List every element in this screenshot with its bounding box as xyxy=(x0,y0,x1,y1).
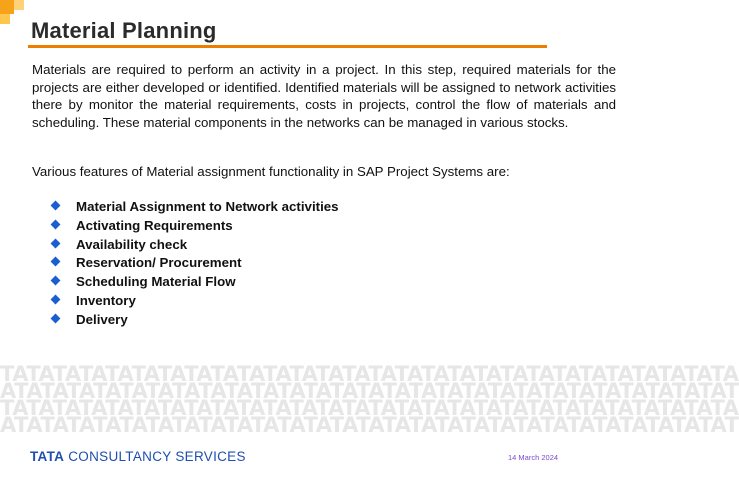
blue-diamond-icon xyxy=(51,257,61,267)
orange-squares-logo-icon xyxy=(0,0,26,26)
bullet-label: Inventory xyxy=(76,292,136,308)
bullet-label: Activating Requirements xyxy=(76,217,233,233)
logo-strong: TATA xyxy=(30,449,65,464)
features-intro: Various features of Material assignment functionality in SAP Project Systems are: xyxy=(32,164,510,179)
footer-date: 14 March 2024 xyxy=(508,453,559,462)
slide-title: Material Planning xyxy=(31,18,217,43)
bullet-label: Scheduling Material Flow xyxy=(76,274,236,290)
description-paragraph: Materials are required to perform an activity in a project. In this step, required materials for the projects are either developed or identified. Identified materials will be assigned to network activities there by monitor the material requirements, costs in projects, control the flow of materials and scheduling. These material components in the networks can be managed in various stocks. xyxy=(32,62,616,130)
blue-diamond-icon xyxy=(51,201,61,211)
bullet-label: Delivery xyxy=(76,311,128,327)
bullet-label: Availability check xyxy=(76,236,188,252)
bullet-label: Reservation/ Procurement xyxy=(76,255,242,271)
tcs-logo xyxy=(30,449,246,464)
logo-rest: CONSULTANCY SERVICES xyxy=(64,449,246,464)
blue-diamond-icon xyxy=(51,295,61,305)
title-divider xyxy=(28,45,547,48)
blue-diamond-icon xyxy=(51,313,61,323)
blue-diamond-icon xyxy=(51,276,61,286)
bullet-label: Material Assignment to Network activities xyxy=(76,199,339,214)
blue-diamond-icon xyxy=(51,219,61,229)
blue-diamond-icon xyxy=(51,238,61,248)
tata-watermark-pattern: TATATATATATATATATATATATATATATATATATATATATATATATATATATATA ATATATATATATATATATATATATATATATATATATATATATATATATATATATAT TATATATATATATATATATATATATATATATATATATATATATATATATATATATA ATATATATATATATATATATATATATATATATATATATATATATATATATATATAT xyxy=(0,362,739,437)
